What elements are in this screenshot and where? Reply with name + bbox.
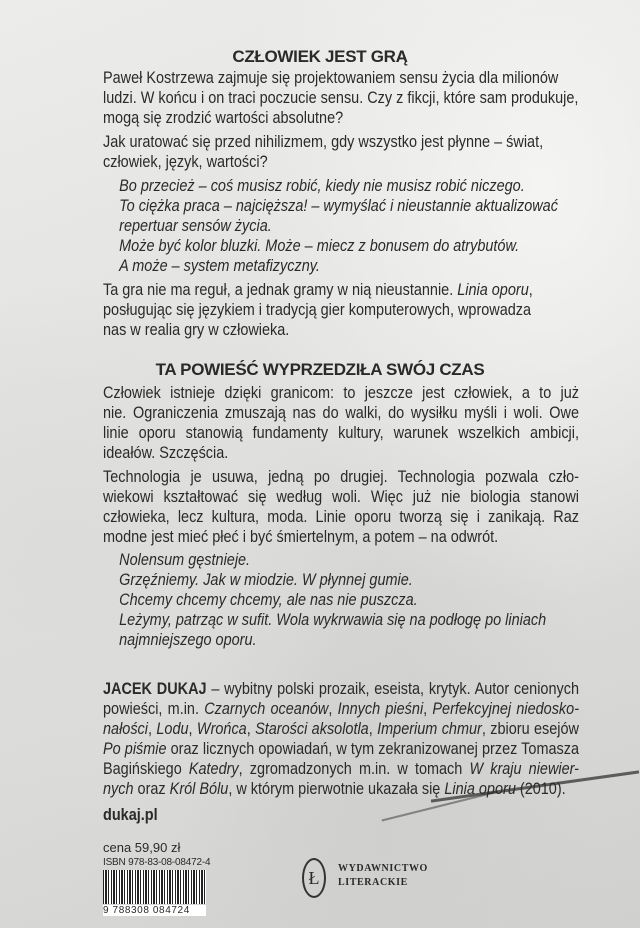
- text-line: posługując się językiem i tradycją gier komputerowych, wprowadza: [103, 300, 532, 319]
- text: (2010).: [515, 779, 566, 798]
- book-title: nych: [103, 779, 134, 798]
- quote-line: To ciężka praca – najcięższa! – wymyślać i nieustannie aktualizować: [119, 196, 558, 215]
- text: ,: [528, 280, 533, 299]
- text: oraz: [133, 779, 170, 798]
- text-line: [103, 759, 579, 779]
- book-title: Katedry: [188, 759, 239, 778]
- book-title: Perfekcyjnej niedosko-: [432, 699, 579, 718]
- barcode: [103, 870, 206, 904]
- text: powieści, m.in.: [103, 699, 205, 718]
- text-line: [103, 699, 579, 719]
- book-title: Linia oporu: [444, 779, 516, 798]
- text: , w którym pierwotnie ukazała się: [228, 779, 445, 798]
- section1-text: [103, 68, 579, 340]
- quote-line: A może – system metafizyczny.: [119, 256, 320, 275]
- text: ,: [188, 719, 197, 738]
- book-title: nałości: [103, 719, 148, 738]
- isbn: ISBN 978-83-08-08472-4: [103, 857, 211, 868]
- text-line: nie. Ograniczenia zmuszają nas do walki, do wysiłku myśli i woli. Owe: [103, 403, 579, 422]
- text-line: [103, 779, 579, 799]
- publisher-logo-icon: Ł: [302, 858, 326, 898]
- text: ,: [328, 699, 338, 718]
- barcode-number: 9 788308 084724: [103, 905, 206, 916]
- book-title: Linia oporu: [457, 280, 529, 299]
- price: cena 59,90 zł: [103, 840, 181, 855]
- book-title: Po piśmie: [103, 739, 167, 758]
- website-link[interactable]: dukaj.pl: [103, 805, 158, 824]
- text-line: linie oporu stanowią fundamenty kultury, warunek wszelkich ambicji,: [103, 423, 579, 442]
- author-name: JACEK DUKAJ: [103, 679, 207, 698]
- section-heading: TA POWIEŚĆ WYPRZEDZIŁA SWÓJ CZAS: [155, 360, 485, 379]
- text-line: nas w realia gry w człowieka.: [103, 320, 290, 339]
- publisher-name: [338, 862, 428, 890]
- text-line: Paweł Kostrzewa zajmuje się projektowaniem sensu życia dla milionów: [103, 68, 559, 87]
- text-line: człowiek, język, wartości?: [103, 152, 268, 171]
- publisher-line: WYDAWNICTWO: [338, 863, 428, 874]
- text-line: Człowiek istnieje dzięki granicom: to jeszcze jest człowiek, a to już: [103, 383, 579, 402]
- text-line: wiekowi kształtować się według woli. Więc już nie biologia stanowi: [103, 487, 579, 506]
- quote-line: Bo przecież – coś musisz robić, kiedy nie musisz robić niczego.: [119, 176, 525, 195]
- text-line: ludzi. W końcu i on traci poczucie sensu. Czy z fikcji, które sam produkuje,: [103, 88, 579, 107]
- quote-line: Może być kolor bluzki. Może – miecz z bonusem do atrybutów.: [119, 236, 520, 255]
- quote-line: repertuar sensów życia.: [119, 216, 272, 235]
- text: ,: [368, 719, 378, 738]
- book-title: Imperium chmur: [377, 719, 482, 738]
- book-title: Wrońca: [196, 719, 247, 738]
- text: Bagińskiego: [103, 759, 189, 778]
- text-line: [103, 679, 579, 699]
- text: ,: [423, 699, 433, 718]
- text-line: [103, 739, 579, 759]
- text: , zbioru esejów: [481, 719, 579, 738]
- text-line: Technologia je usuwa, jedną po drugiej. Technologia pozwala czło-: [103, 467, 579, 486]
- text: ,: [246, 719, 256, 738]
- quote-line: Nolensum gęstnieje.: [119, 550, 251, 569]
- text-line: ideałów. Szczęścia.: [103, 443, 229, 462]
- text: ,: [147, 719, 157, 738]
- author-bio: [103, 679, 579, 825]
- book-title: Król Bólu: [169, 779, 229, 798]
- text: Ta gra nie ma reguł, a jednak gramy w nią nieustannie.: [103, 280, 458, 299]
- text-line: modne jest mieć płeć i być śmiertelnym, a potem – na odwrót.: [103, 527, 499, 546]
- text: , zgromadzonych m.in. w tomach: [238, 759, 470, 778]
- section2-text: [103, 383, 579, 650]
- text: – wybitny polski prozaik, eseista, krytyk. Autor cenionych: [206, 679, 579, 698]
- text-line: człowieka, lecz kultura, moda. Linie oporu tworzą się i zanikają. Raz: [103, 507, 579, 526]
- text-line: [103, 719, 579, 739]
- quote-line: najmniejszego oporu.: [119, 630, 257, 649]
- text: oraz licznych opowiadań, w tym zekranizowanej przez Tomasza: [166, 739, 579, 758]
- publisher-line: LITERACKIE: [338, 877, 408, 888]
- book-title: W kraju niewier-: [469, 759, 579, 778]
- book-title: Lodu: [156, 719, 189, 738]
- quote-line: Leżymy, patrząc w sufit. Wola wykrwawia się na podłogę po liniach: [119, 610, 547, 629]
- section-heading: CZŁOWIEK JEST GRĄ: [232, 47, 408, 66]
- book-title: Starości aksolotla: [255, 719, 369, 738]
- quote-line: Grzęźniemy. Jak w miodzie. W płynnej gumie.: [119, 570, 413, 589]
- text-line: [103, 280, 579, 300]
- book-title: Czarnych oceanów: [204, 699, 329, 718]
- text-line: mogą się zrodzić wartości absolutne?: [103, 108, 344, 127]
- quote-line: Chcemy chcemy chcemy, ale nas nie puszcza.: [119, 590, 418, 609]
- text-line: Jak uratować się przed nihilizmem, gdy wszystko jest płynne – świat,: [103, 132, 544, 151]
- book-title: Innych pieśni: [337, 699, 424, 718]
